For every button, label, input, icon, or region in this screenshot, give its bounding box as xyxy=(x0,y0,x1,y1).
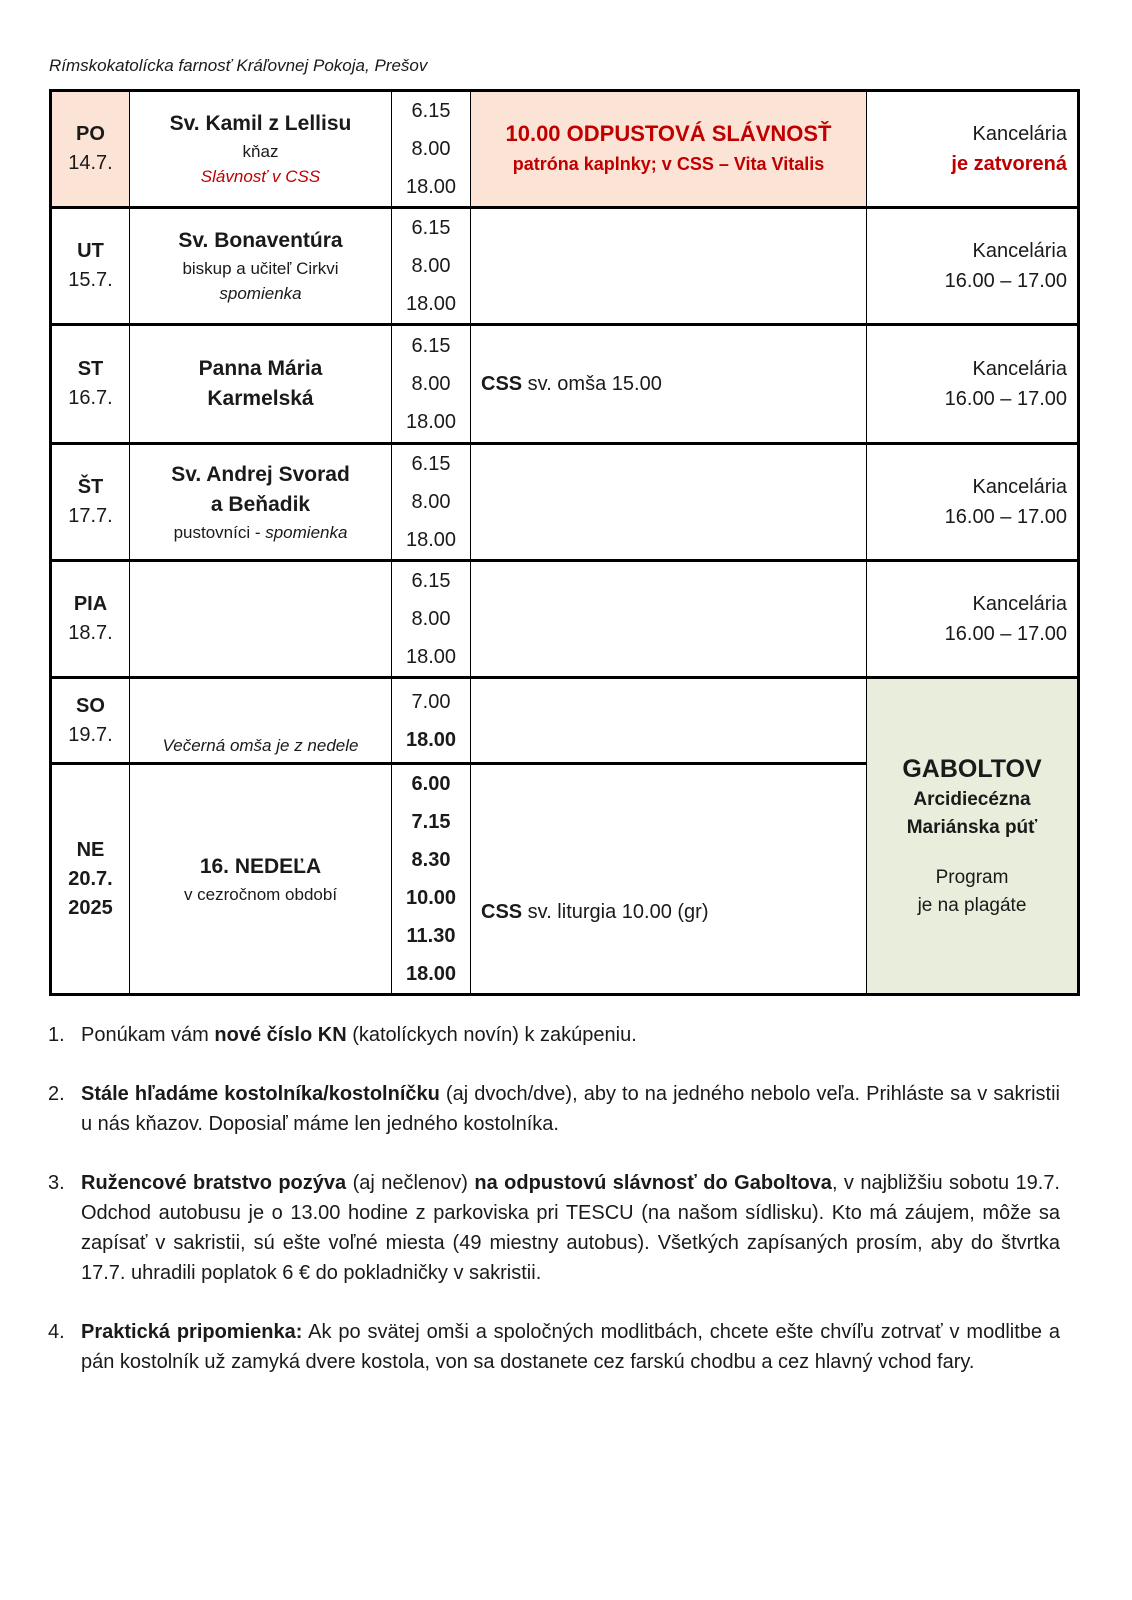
item-number: 1. xyxy=(48,1024,65,1046)
text-bold: Praktická pripomienka: xyxy=(81,1321,303,1343)
announcement-item xyxy=(48,1317,1060,1377)
gaboltov-title: GABOLTOV xyxy=(902,755,1042,783)
item-number: 4. xyxy=(48,1321,65,1343)
saint-cell xyxy=(130,91,392,208)
note-cell xyxy=(471,764,867,995)
note-cell xyxy=(471,561,867,678)
mass-time: 6.15 xyxy=(411,100,451,122)
saint-name: Panna Mária xyxy=(198,357,323,380)
mass-times xyxy=(392,561,471,678)
mass-time: 8.00 xyxy=(411,608,451,630)
day-cell xyxy=(51,444,130,561)
day-abbr: NE xyxy=(76,838,105,861)
saint-name: Karmelská xyxy=(207,387,314,410)
note-text: sv. liturgia 10.00 (gr) xyxy=(522,900,709,923)
text: Ak po svätej omši a spoločných modlitbách, chcete ešte chvíľu zotrvať v modlitbe a pán kostolník už zamyká dvere kostola, von sa dostanete cez farskú chodbu a cez hlavný vchod fary. xyxy=(81,1321,1061,1373)
mass-time: 18.00 xyxy=(405,646,457,668)
saint-rank: Slávnosť v CSS xyxy=(200,167,321,186)
mass-time: 10.00 xyxy=(405,887,457,909)
note-bold: CSS xyxy=(481,900,523,923)
mass-time: 7.15 xyxy=(411,811,451,833)
mass-time: 18.00 xyxy=(405,963,457,985)
mass-time: 8.00 xyxy=(411,138,451,160)
day-abbr: ST xyxy=(77,358,104,380)
item-number: 2. xyxy=(48,1083,65,1105)
schedule-row-st-thursday xyxy=(51,444,1079,561)
mass-times xyxy=(392,325,471,444)
mass-time: 6.15 xyxy=(411,217,451,239)
text: (aj dvoch/dve), aby to na jedného nebolo veľa. Prihláste sa v sakristii u nás kňazov. Doposiaľ máme len jedného kostolníka. xyxy=(81,1083,1061,1135)
saint-cell xyxy=(130,208,392,325)
gaboltov-pilgrimage-cell xyxy=(867,678,1079,995)
day-abbr: PO xyxy=(76,123,105,145)
saint-rank: spomienka xyxy=(265,522,348,542)
day-year: 2025 xyxy=(68,896,113,919)
mass-time: 18.00 xyxy=(405,411,457,433)
schedule-row-so xyxy=(51,678,1079,764)
announcement-item xyxy=(48,1020,1060,1050)
text-bold: Ružencové bratstvo pozýva xyxy=(81,1172,347,1194)
feast-note-cell xyxy=(471,91,867,208)
weekly-schedule-table xyxy=(49,89,1080,996)
mass-times xyxy=(392,91,471,208)
sunday-subtitle: v cezročnom období xyxy=(183,884,338,904)
office-label: Kancelária xyxy=(972,240,1067,262)
saint-cell xyxy=(130,561,392,678)
saint-cell xyxy=(130,444,392,561)
mass-time: 8.00 xyxy=(411,255,451,277)
feast-title: 10.00 ODPUSTOVÁ SLÁVNOSŤ xyxy=(505,121,832,146)
mass-time: 11.30 xyxy=(406,925,456,947)
office-label: Kancelária xyxy=(972,593,1067,615)
office-label: Kancelária xyxy=(972,123,1067,145)
day-abbr: PIA xyxy=(73,593,108,615)
gaboltov-line: Mariánska púť xyxy=(906,817,1038,838)
mass-time: 8.30 xyxy=(411,849,451,871)
office-hours: 16.00 – 17.00 xyxy=(944,623,1067,645)
office-hours: 16.00 – 17.00 xyxy=(944,506,1067,528)
day-date: 18.7. xyxy=(68,622,113,644)
office-hours: 16.00 – 17.00 xyxy=(944,388,1067,410)
day-date: 16.7. xyxy=(68,387,113,409)
day-date: 14.7. xyxy=(68,152,113,174)
mass-time: 8.00 xyxy=(411,491,451,513)
note-bold: CSS xyxy=(481,372,523,395)
mass-times xyxy=(392,764,471,995)
mass-time: 6.15 xyxy=(411,335,451,357)
text: (katolíckych novín) k zakúpeniu. xyxy=(346,1024,637,1046)
note-cell xyxy=(471,444,867,561)
saint-cell xyxy=(130,678,392,764)
office-label: Kancelária xyxy=(972,358,1067,380)
day-cell xyxy=(51,764,130,995)
schedule-row-po xyxy=(51,91,1079,208)
text-bold: na odpustovú slávnosť do Gaboltova xyxy=(474,1172,832,1194)
feast-subtitle: patróna kaplnky; v CSS – Vita Vitalis xyxy=(512,154,825,174)
day-cell xyxy=(51,561,130,678)
note-cell xyxy=(471,208,867,325)
office-cell xyxy=(867,561,1079,678)
day-abbr: SO xyxy=(76,694,105,717)
sunday-title: 16. NEDEĽA xyxy=(199,854,322,878)
parish-header: Rímskokatolícka farnosť Kráľovnej Pokoja, Prešov xyxy=(49,56,428,75)
schedule-row-st xyxy=(51,325,1079,444)
spacer xyxy=(867,842,1077,864)
saint-cell xyxy=(130,764,392,995)
announcement-item xyxy=(48,1079,1060,1139)
day-abbr: UT xyxy=(77,240,104,262)
office-hours: 16.00 – 17.00 xyxy=(944,270,1067,292)
text-bold: Stále hľadáme kostolníka/kostolníčku xyxy=(81,1083,440,1105)
saint-name: a Beňadik xyxy=(210,492,311,516)
day-cell xyxy=(51,678,130,764)
office-cell xyxy=(867,208,1079,325)
office-cell xyxy=(867,444,1079,561)
schedule-row-pia xyxy=(51,561,1079,678)
day-cell xyxy=(51,325,130,444)
schedule-row-ut xyxy=(51,208,1079,325)
office-cell xyxy=(867,325,1079,444)
note-text: sv. omša 15.00 xyxy=(522,372,662,395)
saint-cell xyxy=(130,325,392,444)
saint-title: biskup a učiteľ Cirkvi xyxy=(182,259,339,278)
mass-time: 7.00 xyxy=(411,690,451,713)
text: Ponúkam vám xyxy=(81,1024,215,1046)
saint-title-text: pustovníci - xyxy=(173,522,266,542)
mass-time: 18.00 xyxy=(405,728,457,751)
note-cell xyxy=(471,325,867,444)
mass-times xyxy=(392,444,471,561)
item-number: 3. xyxy=(48,1172,65,1194)
mass-time: 6.15 xyxy=(411,453,451,475)
gaboltov-line: Arcidiecézna xyxy=(913,789,1031,810)
day-abbr: ŠT xyxy=(77,476,104,498)
mass-time: 18.00 xyxy=(405,176,457,198)
saint-title: kňaz xyxy=(242,142,279,161)
saint-name: Sv. Bonaventúra xyxy=(178,229,343,252)
text: , v najbližšiu sobotu 19.7. Odchod autobusu je o 13.00 hodine z parkoviska pri TESCU (na našom sídlisku). Kto má záujem, môže sa zapísať v sakristii, sú ešte voľné miesta (49 miestny autobus). Všetkých zapísaných prosím, aby do štvrtka 17.7. uhradili poplatok 6 € do pokladničky v sakristii. xyxy=(81,1172,1060,1284)
gaboltov-program: Program xyxy=(935,867,1009,888)
day-date: 20.7. xyxy=(68,867,113,890)
day-date: 17.7. xyxy=(68,505,113,527)
text-bold: nové číslo KN xyxy=(214,1024,347,1046)
gaboltov-program: je na plagáte xyxy=(917,895,1027,916)
mass-time: 6.15 xyxy=(411,570,451,592)
mass-time: 8.00 xyxy=(411,373,451,395)
mass-time: 18.00 xyxy=(405,529,457,551)
mass-time: 18.00 xyxy=(405,293,457,315)
office-hours: je zatvorená xyxy=(951,153,1067,175)
evening-mass-note: Večerná omša je z nedele xyxy=(162,736,359,755)
saint-name: Sv. Andrej Svorad xyxy=(171,462,350,486)
saint-name: Sv. Kamil z Lellisu xyxy=(169,112,352,135)
day-date: 15.7. xyxy=(68,269,113,291)
announcements-list xyxy=(48,1020,1060,1406)
note-cell xyxy=(471,678,867,764)
day-cell xyxy=(51,91,130,208)
text: (aj nečlenov) xyxy=(346,1172,475,1194)
announcement-item xyxy=(48,1168,1060,1288)
mass-times xyxy=(392,208,471,325)
office-cell xyxy=(867,91,1079,208)
mass-time: 6.00 xyxy=(411,773,451,795)
saint-title xyxy=(130,520,391,545)
mass-times xyxy=(392,678,471,764)
office-label: Kancelária xyxy=(972,476,1067,498)
day-cell xyxy=(51,208,130,325)
saint-rank: spomienka xyxy=(219,284,302,303)
day-date: 19.7. xyxy=(68,723,113,746)
